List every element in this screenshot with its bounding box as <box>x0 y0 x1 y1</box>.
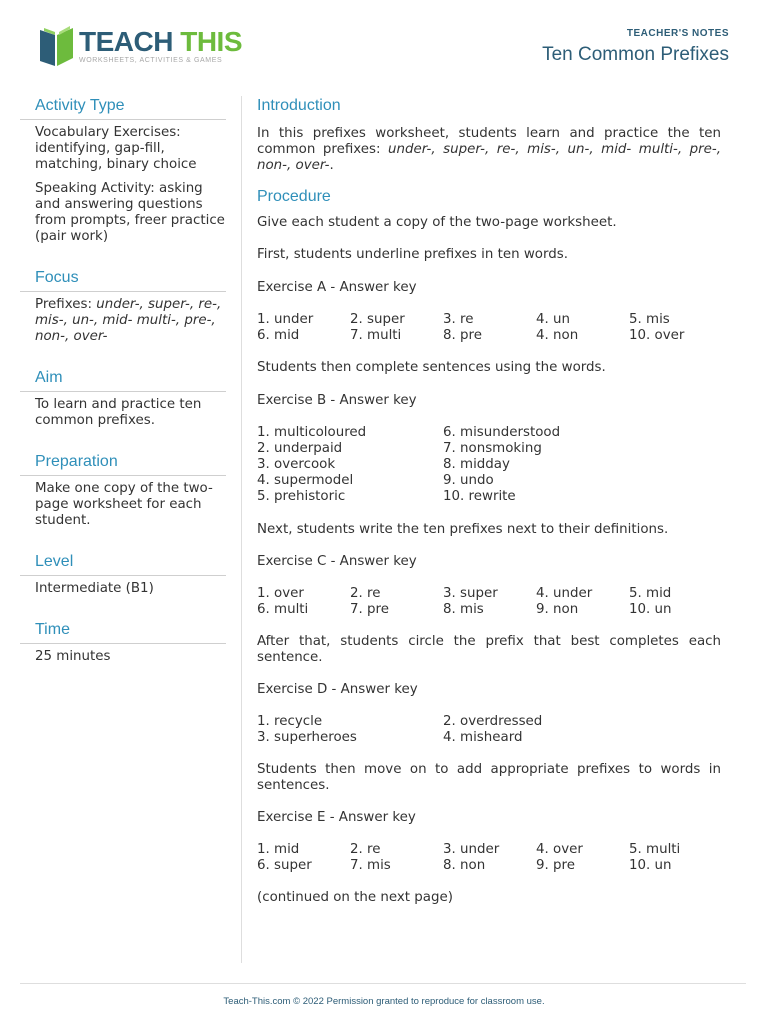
answer-item: 10. un <box>629 602 672 617</box>
answer-item: 5. multi <box>629 842 681 857</box>
answer-item: 8. pre <box>443 328 482 343</box>
answer-item: 3. super <box>443 586 498 601</box>
exercise-e-answers <box>257 842 721 874</box>
continued-note: (continued on the next page) <box>257 890 453 905</box>
procedure-step-2: First, students underline prefixes in ten words. <box>257 247 568 262</box>
exercise-a-title: Exercise A - Answer key <box>257 280 417 295</box>
footer-copyright[interactable]: Teach-This.com © 2022 Permission granted to reproduce for classroom use. <box>223 996 545 1007</box>
answer-item: 6. misunderstood <box>443 425 561 440</box>
book-icon <box>37 24 75 68</box>
activity-type-vocabulary: Vocabulary Exercises: identifying, gap-fill, matching, binary choice <box>35 125 197 172</box>
answer-item: 5. mid <box>629 586 672 601</box>
answer-item: 5. prehistoric <box>257 489 346 504</box>
answer-item: 4. non <box>536 328 579 343</box>
answer-item: 4. supermodel <box>257 473 354 488</box>
answer-item: 4. under <box>536 586 593 601</box>
exercise-d-title: Exercise D - Answer key <box>257 682 418 697</box>
procedure-step-1: Give each student a copy of the two-page worksheet. <box>257 215 617 230</box>
preparation-text: Make one copy of the two-page worksheet for each student. <box>35 481 213 528</box>
answer-item: 3. superheroes <box>257 730 357 745</box>
time-heading: Time <box>20 619 226 644</box>
answer-item: 2. re <box>350 842 381 857</box>
time-section <box>20 619 226 665</box>
answer-item: 6. super <box>257 858 312 873</box>
answer-item: 2. super <box>350 312 405 327</box>
answer-item: 7. multi <box>350 328 402 343</box>
page-title: Ten Common Prefixes <box>542 44 729 65</box>
answer-item: 1. multicoloured <box>257 425 367 440</box>
aim-section <box>20 367 226 429</box>
answer-item: 1. over <box>257 586 304 601</box>
answer-item: 8. mis <box>443 602 484 617</box>
procedure-step-6: Students then move on to add appropriate prefixes to words in sentences. <box>257 762 721 793</box>
activity-type-section <box>20 95 226 245</box>
answer-item: 4. un <box>536 312 571 327</box>
footer-divider <box>20 983 746 984</box>
answer-item: 10. over <box>629 328 685 343</box>
exercise-c-title: Exercise C - Answer key <box>257 554 417 569</box>
answer-item: 6. mid <box>257 328 300 343</box>
answer-item: 5. mis <box>629 312 670 327</box>
preparation-section <box>20 451 226 529</box>
answer-item: 1. under <box>257 312 314 327</box>
answer-item: 8. midday <box>443 457 510 472</box>
preparation-heading: Preparation <box>20 451 226 476</box>
level-heading: Level <box>20 551 226 576</box>
procedure-step-4: Next, students write the ten prefixes next to their definitions. <box>257 522 669 537</box>
focus-text: Prefixes: under-, super-, re-, mis-, un-, mid- multi-, pre-, non-, over- <box>35 297 222 344</box>
exercise-c-answers <box>257 586 721 618</box>
logo-tagline: WORKSHEETS, ACTIVITIES & GAMES <box>79 57 223 64</box>
answer-item: 9. undo <box>443 473 494 488</box>
activity-type-heading: Activity Type <box>20 95 226 120</box>
time-text: 25 minutes <box>35 649 111 664</box>
exercise-b-title: Exercise B - Answer key <box>257 393 417 408</box>
answer-item: 9. pre <box>536 858 575 873</box>
introduction-heading: Introduction <box>257 97 341 114</box>
activity-type-speaking: Speaking Activity: asking and answering questions from prompts, freer practice (pair work) <box>35 181 225 244</box>
answer-item: 1. mid <box>257 842 300 857</box>
answer-item: 9. non <box>536 602 579 617</box>
answer-item: 3. under <box>443 842 500 857</box>
column-divider <box>241 96 242 963</box>
exercise-d-answers <box>257 714 721 746</box>
focus-section <box>20 267 226 345</box>
teach-this-logo[interactable] <box>37 24 243 72</box>
level-text: Intermediate (B1) <box>35 581 154 596</box>
answer-item: 3. re <box>443 312 474 327</box>
answer-item: 4. over <box>536 842 583 857</box>
answer-item: 7. mis <box>350 858 391 873</box>
procedure-step-5: After that, students circle the prefix that best completes each sentence. <box>257 634 721 665</box>
procedure-heading: Procedure <box>257 188 331 205</box>
exercise-a-answers <box>257 312 721 344</box>
answer-item: 1. recycle <box>257 714 323 729</box>
focus-heading: Focus <box>20 267 226 292</box>
answer-item: 7. pre <box>350 602 389 617</box>
sidebar <box>20 95 226 687</box>
answer-item: 8. non <box>443 858 486 873</box>
exercise-b-answers <box>257 425 721 505</box>
exercise-e-title: Exercise E - Answer key <box>257 810 416 825</box>
answer-item: 10. un <box>629 858 672 873</box>
level-section <box>20 551 226 597</box>
answer-item: 10. rewrite <box>443 489 516 504</box>
main-content <box>257 95 721 906</box>
page-header <box>0 0 768 90</box>
answer-item: 7. nonsmoking <box>443 441 542 456</box>
aim-text: To learn and practice ten common prefixes. <box>35 397 202 428</box>
answer-item: 2. underpaid <box>257 441 343 456</box>
teachers-notes-label: TEACHER'S NOTES <box>626 28 729 39</box>
answer-item: 4. misheard <box>443 730 523 745</box>
aim-heading: Aim <box>20 367 226 392</box>
introduction-text: In this prefixes worksheet, students learn and practice the ten common prefixes: under-, super-, re-, mis-, un-, mid- multi-, pre-, non-, over-. <box>257 126 721 173</box>
logo-wordmark: TEACH THIS <box>79 26 243 57</box>
answer-item: 6. multi <box>257 602 309 617</box>
answer-item: 3. overcook <box>257 457 336 472</box>
procedure-step-3: Students then complete sentences using the words. <box>257 360 606 375</box>
answer-item: 2. re <box>350 586 381 601</box>
answer-item: 2. overdressed <box>443 714 543 729</box>
